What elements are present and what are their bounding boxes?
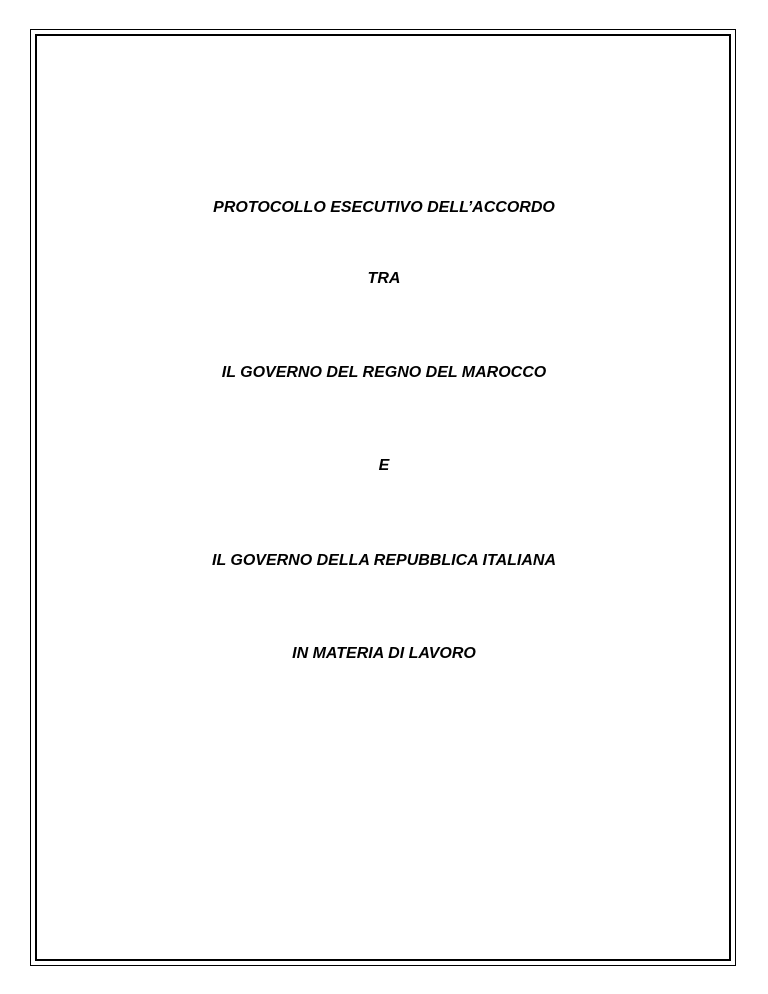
title-line-between: TRA	[367, 270, 401, 287]
title-line-protocol: PROTOCOLLO ESECUTIVO DELL’ACCORDO	[213, 199, 555, 216]
page-border-inner	[35, 34, 731, 961]
title-line-subject: IN MATERIA DI LAVORO	[292, 645, 476, 662]
title-line-and: E	[378, 457, 390, 474]
title-line-italy-government: IL GOVERNO DELLA REPUBBLICA ITALIANA	[212, 552, 556, 569]
title-line-morocco-government: IL GOVERNO DEL REGNO DEL MAROCCO	[221, 364, 547, 381]
